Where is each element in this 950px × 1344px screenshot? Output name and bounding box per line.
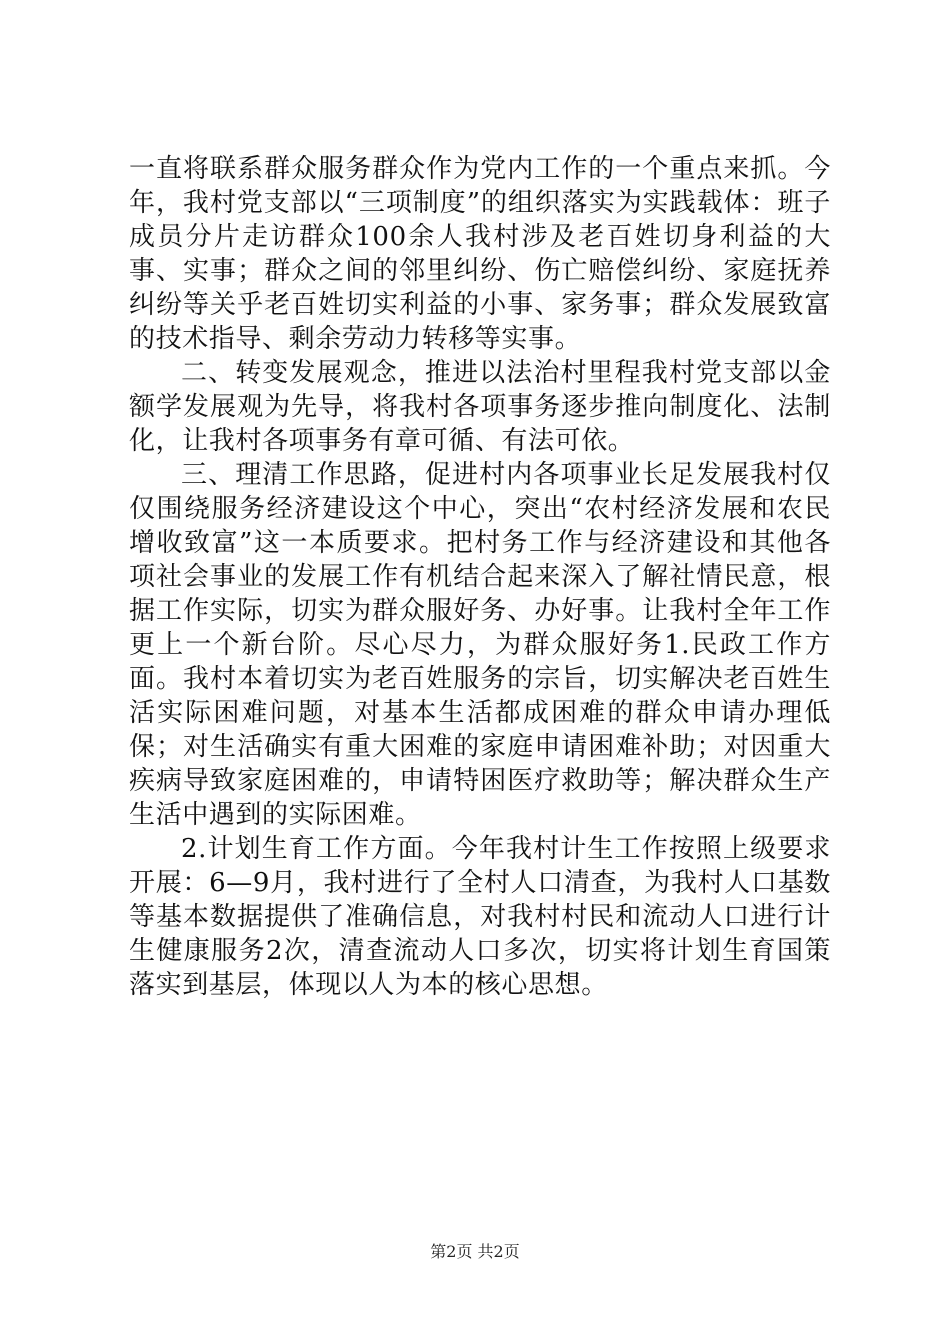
paragraph-2: 二、转变发展观念，推进以法治村里程我村党支部以金额学发展观为先导，将我村各项事务逐步推向制度化、法制化，让我村各项事务有章可循、有法可依。 (129, 358, 831, 456)
paragraph-3: 三、理清工作思路，促进村内各项事业长足发展我村仅仅围绕服务经济建设这个中心，突出“农村经济发展和农民增收致富”这一本质要求。把村务工作与经济建设和其他各项社会事业的发展工作有机结合起来深入了解社情民意，根据工作实际，切实为群众服好务、办好事。让我村全年工作更上一个新台阶。尽心尽力，为群众服好务1.民政工作方面。我村本着切实为老百姓服务的宗旨，切实解决老百姓生活实际困难问题，对基本生活都成困难的群众申请办理低保；对生活确实有重大困难的家庭申请困难补助；对因重大疾病导致家庭困难的，申请特困医疗救助等；解决群众生产生活中遇到的实际困难。 (129, 460, 831, 830)
paragraph-1: 一直将联系群众服务群众作为党内工作的一个重点来抓。今年，我村党支部以“三项制度”的组织落实为实践载体：班子成员分片走访群众100余人我村涉及老百姓切身利益的大事、实事；群众之间的邻里纠纷、伤亡赔偿纠纷、家庭抚养纠纷等关乎老百姓切实利益的小事、家务事；群众发展致富的技术指导、剩余劳动力转移等实事。 (129, 154, 831, 354)
page-footer: 第2页 共2页 (430, 1242, 520, 1261)
paragraph-4: 2.计划生育工作方面。今年我村计生工作按照上级要求开展：6—9月，我村进行了全村人口清查，为我村人口基数等基本数据提供了准确信息，对我村村民和流动人口进行计生健康服务2次，清查流动人口多次，切实将计划生育国策落实到基层，体现以人为本的核心思想。 (129, 834, 831, 1000)
document-body (129, 152, 831, 1002)
